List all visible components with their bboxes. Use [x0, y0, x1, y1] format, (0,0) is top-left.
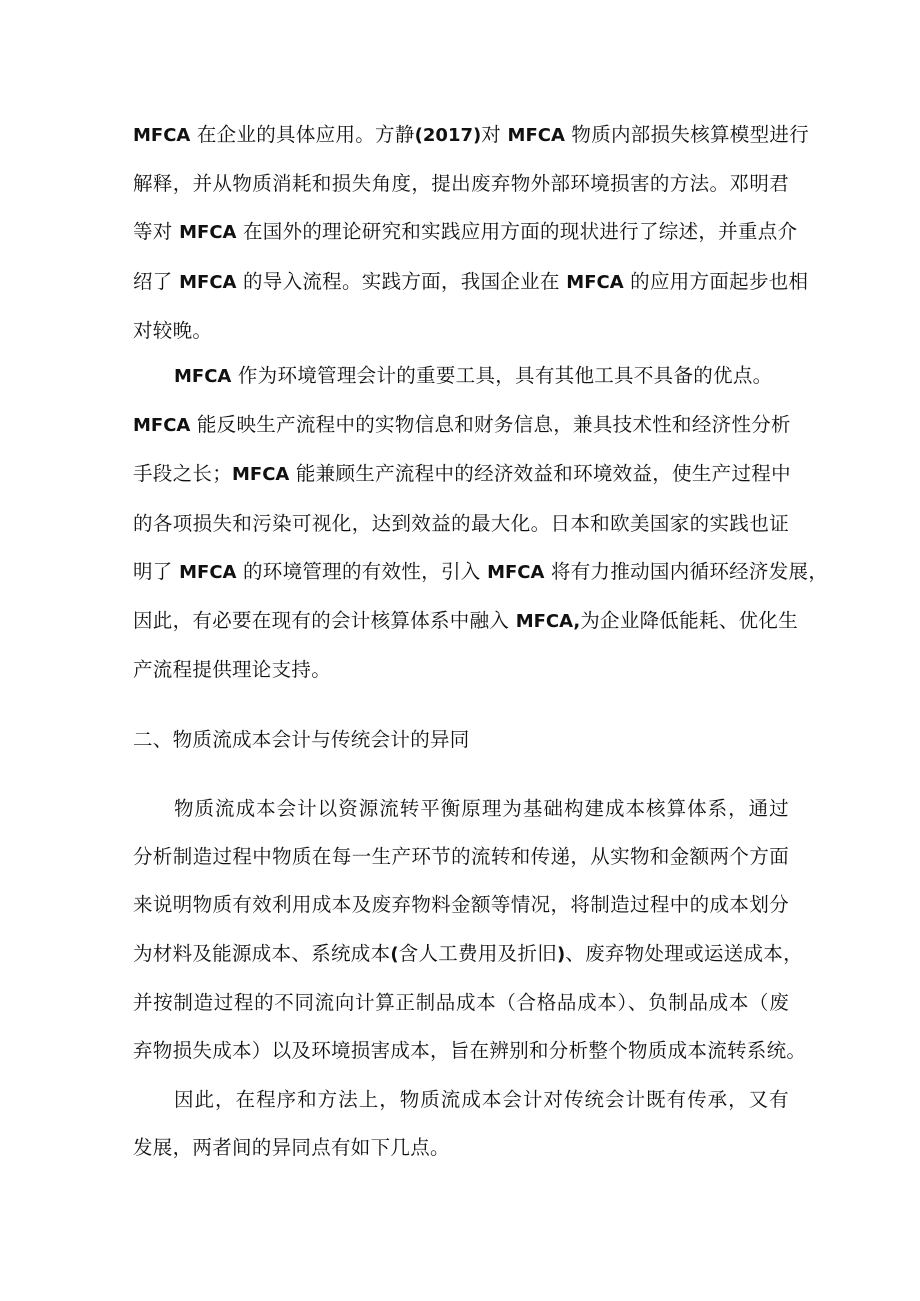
text-line: 的各项损失和污染可视化，达到效益的最大化。日本和欧美国家的实践也证	[133, 511, 789, 535]
text-line: 并按制造过程的不同流向计算正制品成本（合格品成本）、负制品成本（废	[133, 990, 789, 1014]
text-line: MFCA 能反映生产流程中的实物信息和财务信息，兼具技术性和经济性分析	[133, 413, 791, 437]
text-line: 物质流成本会计以资源流转平衡原理为基础构建成本核算体系，通过	[174, 797, 789, 820]
text-line: 因此，在程序和方法上，物质流成本会计对传统会计既有传承，又有	[174, 1088, 789, 1111]
text-line: MFCA 在企业的具体应用。方静(2017)对 MFCA 物质内部损失核算模型进行	[133, 123, 810, 146]
text-line: 因此，有必要在现有的会计核算体系中融入 MFCA,为企业降低能耗、优化生	[133, 609, 799, 633]
text-line: 来说明物质有效利用成本及废弃物料金额等情况，将制造过程中的成本划分	[133, 893, 789, 917]
text-line: 弃物损失成本）以及环境损害成本，旨在辨别和分析整个物质成本流转系统。	[133, 1039, 807, 1063]
text-line: 绍了 MFCA 的导入流程。实践方面，我国企业在 MFCA 的应用方面起步也相	[133, 269, 809, 293]
text-line: 解释，并从物质消耗和损失角度，提出废弃物外部环境损害的方法。邓明君	[133, 172, 789, 196]
text-line: 产流程提供理论支持。	[133, 658, 332, 682]
text-line: MFCA 作为环境管理会计的重要工具，具有其他工具不具备的优点。	[174, 364, 773, 387]
text-line: 等对 MFCA 在国外的理论研究和实践应用方面的现状进行了综述，并重点介	[133, 220, 798, 244]
paragraph-mfca-definition	[133, 785, 807, 1075]
paragraph-mfca-research	[133, 111, 810, 355]
text-line: 明了 MFCA 的环境管理的有效性，引入 MFCA 将有力推动国内循环经济发展，	[133, 559, 829, 583]
text-line: 对较晚。	[133, 318, 213, 342]
paragraph-mfca-advantages	[133, 352, 829, 694]
text-line: 手段之长；MFCA 能兼顾生产流程中的经济效益和环境效益，使生产过程中	[133, 462, 791, 486]
text-line: 为材料及能源成本、系统成本(含人工费用及折旧)、废弃物处理或运送成本，	[133, 941, 803, 965]
section-heading: 二、物质流成本会计与传统会计的异同	[133, 728, 470, 751]
text-line: 发展，两者间的异同点有如下几点。	[133, 1136, 450, 1160]
text-line: 分析制造过程中物质在每一生产环节的流转和传递，从实物和金额两个方面	[133, 845, 789, 869]
paragraph-conclusion	[133, 1076, 789, 1172]
